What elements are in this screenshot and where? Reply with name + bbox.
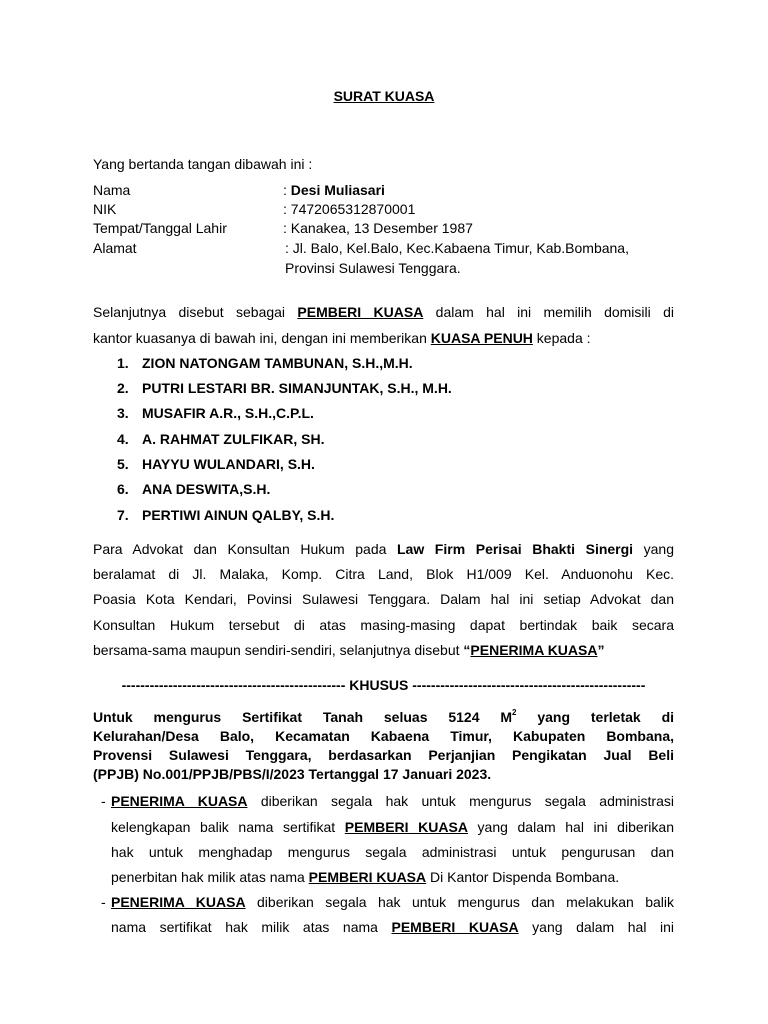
- intro-text: Yang bertanda tangan dibawah ini :: [93, 156, 313, 172]
- nama-label: Nama: [93, 182, 131, 198]
- alamat-value-2: Provinsi Sulawesi Tenggara.: [285, 260, 461, 276]
- bullet2-line: [111, 919, 674, 936]
- bullet1-text: yang dalam hal ini diberikan: [467, 819, 674, 835]
- bullet1-text: penerbitan hak milik atas nama: [111, 869, 309, 885]
- bullet1-line: hak untuk menghadap mengurus segala administrasi untuk pengurusan dan: [111, 844, 674, 860]
- para1-line: [93, 330, 591, 346]
- penerima-kuasa-term: PENERIMA KUASA: [470, 642, 598, 658]
- purpose-line: Kelurahan/Desa Balo, Kecamatan Kabaena Timur, Kabupaten Bombana,: [93, 728, 674, 744]
- para2-text: Para Advokat dan Konsultan Hukum pada: [93, 541, 397, 557]
- bullet2-text: nama sertifikat hak milik atas nama: [111, 919, 392, 935]
- bullet1-text: diberikan segala hak untuk mengurus segala administrasi: [247, 793, 674, 809]
- ttl-label: Tempat/Tanggal Lahir: [93, 220, 227, 236]
- para2-text: bersama-sama maupun sendiri-sendiri, selanjutnya disebut: [93, 642, 464, 658]
- attorney-name: ANA DESWITA,S.H.: [142, 481, 271, 497]
- purpose-line: (PPJB) No.001/PPJB/PBS/I/2023 Tertanggal 17 Januari 2023.: [93, 766, 492, 782]
- nama-value: Desi Muliasari: [290, 182, 385, 198]
- alamat-label: Alamat: [93, 240, 137, 256]
- para2-line: beralamat di Jl. Malaka, Komp. Citra Land, Blok H1/009 Kel. Anduonohu Kec.: [93, 566, 674, 582]
- para2-line: Konsultan Hukum tersebut di atas masing-masing dapat bertindak baik secara: [93, 617, 674, 633]
- nik-value: 7472065312870001: [290, 201, 416, 217]
- nik-label: NIK: [93, 201, 117, 217]
- list-number: 6.: [117, 481, 129, 497]
- pemberi-kuasa-term: PEMBERI KUASA: [344, 819, 468, 835]
- pemberi-kuasa-term: PEMBERI KUASA: [308, 869, 427, 885]
- para2-text: yang: [633, 541, 675, 557]
- kuasa-penuh-term: KUASA PENUH: [430, 330, 533, 346]
- pemberi-kuasa-term: PEMBERI KUASA: [297, 304, 424, 320]
- nama-field: : Desi Muliasari: [283, 182, 385, 198]
- penerima-kuasa-term: PENERIMA KUASA: [111, 793, 248, 809]
- para1-text: kepada :: [532, 330, 591, 346]
- nik-field: : 7472065312870001: [283, 201, 416, 217]
- ttl-field: : Kanakea, 13 Desember 1987: [283, 220, 473, 236]
- pemberi-kuasa-term: PEMBERI KUASA: [391, 919, 519, 935]
- para1-text: dalam hal ini memilih domisili di: [423, 304, 674, 320]
- khusus-separator: ------------------------------------------------ KHUSUS --------------------------------------------------: [121, 677, 646, 693]
- bullet1-line: [111, 819, 674, 836]
- list-number: 7.: [117, 507, 129, 523]
- bullet2-text: yang dalam hal ini: [518, 919, 674, 935]
- close-quote: ”: [597, 642, 605, 658]
- bullet1-line: [111, 793, 674, 810]
- para1-text: kantor kuasanya di bawah ini, dengan ini memberikan: [93, 330, 431, 346]
- list-number: 1.: [117, 355, 129, 371]
- list-number: 2.: [117, 380, 129, 396]
- attorney-name: PUTRI LESTARI BR. SIMANJUNTAK, S.H., M.H.: [142, 380, 452, 396]
- attorney-name: PERTIWI AINUN QALBY, S.H.: [142, 507, 335, 523]
- open-quote: “: [463, 642, 471, 658]
- document-title: SURAT KUASA: [333, 88, 435, 104]
- para2-line: Poasia Kota Kendari, Povinsi Sulawesi Tenggara. Dalam hal ini setiap Advokat dan: [93, 591, 674, 607]
- attorney-name: A. RAHMAT ZULFIKAR, SH.: [142, 431, 325, 447]
- bullet1-text: kelengkapan balik nama sertifikat: [111, 819, 345, 835]
- para2-line: [93, 541, 674, 558]
- list-number: 5.: [117, 456, 129, 472]
- alamat-field: : Jl. Balo, Kel.Balo, Kec.Kabaena Timur, Kab.Bombana,: [285, 240, 629, 256]
- bullet2-text: diberikan segala hak untuk mengurus dan melakukan balik: [245, 894, 675, 910]
- list-number: 4.: [117, 431, 129, 447]
- bullet-dash: -: [101, 793, 106, 809]
- bullet1-line: [111, 869, 619, 885]
- purpose-text: yang terletak di: [516, 709, 675, 725]
- attorney-name: ZION NATONGAM TAMBUNAN, S.H.,M.H.: [142, 355, 413, 371]
- purpose-text: Untuk mengurus Sertifikat Tanah seluas 5124 M: [93, 709, 513, 725]
- bullet1-text: Di Kantor Dispenda Bombana.: [426, 869, 620, 885]
- para2-line: [93, 642, 604, 658]
- bullet-dash: -: [101, 894, 106, 910]
- ttl-value: Kanakea, 13 Desember 1987: [290, 220, 473, 236]
- superscript: 2: [512, 708, 517, 717]
- law-firm-name: Law Firm Perisai Bhakti Sinergi: [397, 541, 634, 557]
- purpose-line: [93, 709, 674, 726]
- penerima-kuasa-term: PENERIMA KUASA: [111, 894, 246, 910]
- attorney-name: MUSAFIR A.R., S.H.,C.P.L.: [142, 405, 314, 421]
- attorney-name: HAYYU WULANDARI, S.H.: [142, 456, 315, 472]
- purpose-line: Provensi Sulawesi Tenggara, berdasarkan Perjanjian Pengikatan Jual Beli: [93, 747, 674, 763]
- list-number: 3.: [117, 405, 129, 421]
- para1-line: [93, 304, 674, 321]
- para1-text: Selanjutnya disebut sebagai: [93, 304, 298, 320]
- bullet2-line: [111, 894, 674, 911]
- alamat-value-1: Jl. Balo, Kel.Balo, Kec.Kabaena Timur, Kab.Bombana,: [292, 240, 629, 256]
